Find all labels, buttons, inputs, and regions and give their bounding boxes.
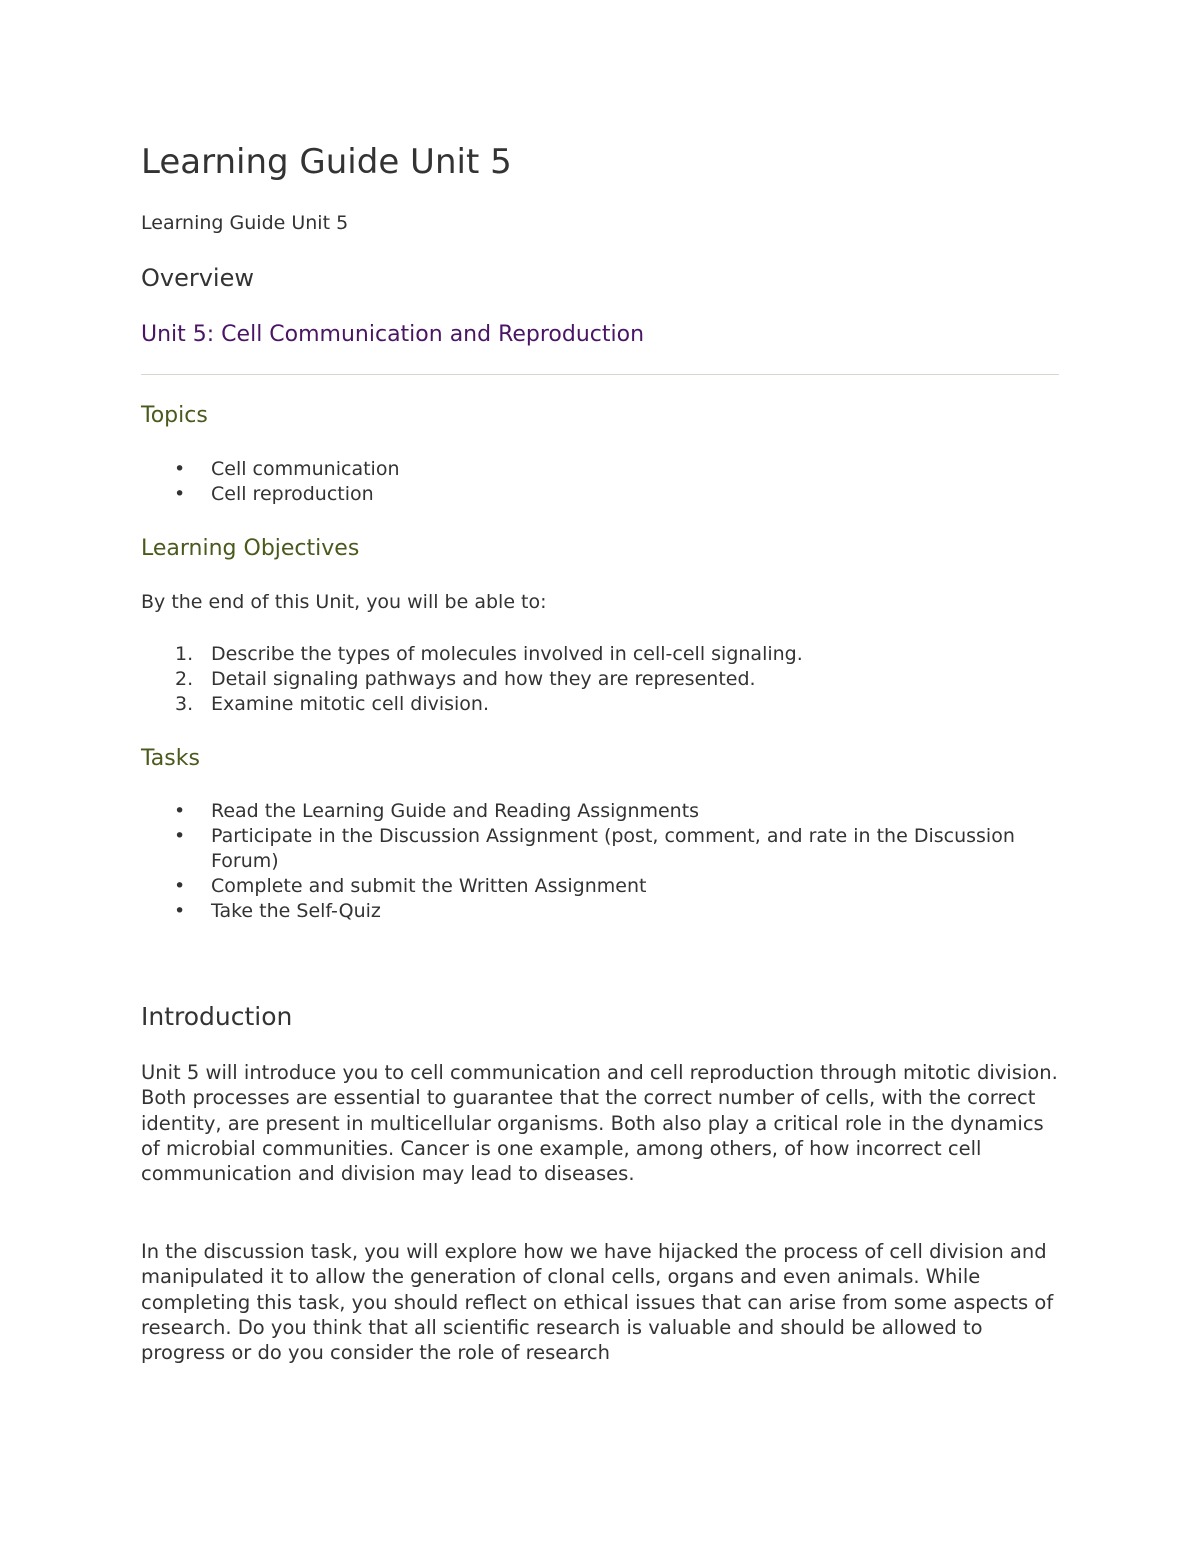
list-number: 2. (175, 668, 194, 690)
list-item: • Cell communication (141, 457, 1059, 482)
list-number: 1. (175, 643, 194, 665)
introduction-paragraph: Unit 5 will introduce you to cell communication and cell reproduction through mitotic division. Both processes are essential to guarantee that the correct number of cells, with the correct identity, are present in multicellular organisms. Both also play a critical role in the dynamics of microbial communities. Cancer is one example, among others, of how incorrect cell communication and division may lead to diseases. (141, 1061, 1058, 1186)
list-item-text: Detail signaling pathways and how they are represented. (211, 668, 756, 690)
tasks-heading: Tasks (141, 746, 200, 771)
introduction-heading: Introduction (141, 1002, 293, 1031)
list-item: • Read the Learning Guide and Reading Assignments (141, 799, 1059, 824)
list-item: • Cell reproduction (141, 482, 1059, 507)
list-item (141, 667, 1059, 692)
document-subtitle: Learning Guide Unit 5 (141, 212, 349, 234)
list-item: • Take the Self-Quiz (141, 899, 1059, 924)
topics-heading: Topics (141, 403, 208, 428)
topics-list (141, 457, 1059, 507)
section-divider (141, 374, 1059, 375)
list-number: 3. (175, 693, 194, 715)
list-item (141, 692, 1059, 717)
discussion-paragraph: In the discussion task, you will explore how we have hijacked the process of cell division and manipulated it to allow the generation of clonal cells, organs and even animals. While completing this task, you should reflect on ethical issues that can arise from some aspects of research. Do you think that all scientific research is valuable and should be allowed to progress or do you consider the role of research (141, 1240, 1054, 1365)
list-item (141, 642, 1059, 667)
unit-heading: Unit 5: Cell Communication and Reproduction (141, 322, 645, 347)
learning-objectives-heading: Learning Objectives (141, 536, 360, 561)
objectives-intro: By the end of this Unit, you will be able to: (141, 591, 547, 613)
list-item-text: Examine mitotic cell division. (211, 693, 490, 715)
overview-heading: Overview (141, 264, 254, 292)
document-title: Learning Guide Unit 5 (141, 142, 512, 182)
list-item: • Participate in the Discussion Assignment (post, comment, and rate in the Discussion Forum) (141, 824, 1059, 874)
tasks-list (141, 799, 1059, 924)
objectives-list (141, 642, 1059, 717)
list-item: • Complete and submit the Written Assignment (141, 874, 1059, 899)
list-item-text: Describe the types of molecules involved in cell-cell signaling. (211, 643, 803, 665)
